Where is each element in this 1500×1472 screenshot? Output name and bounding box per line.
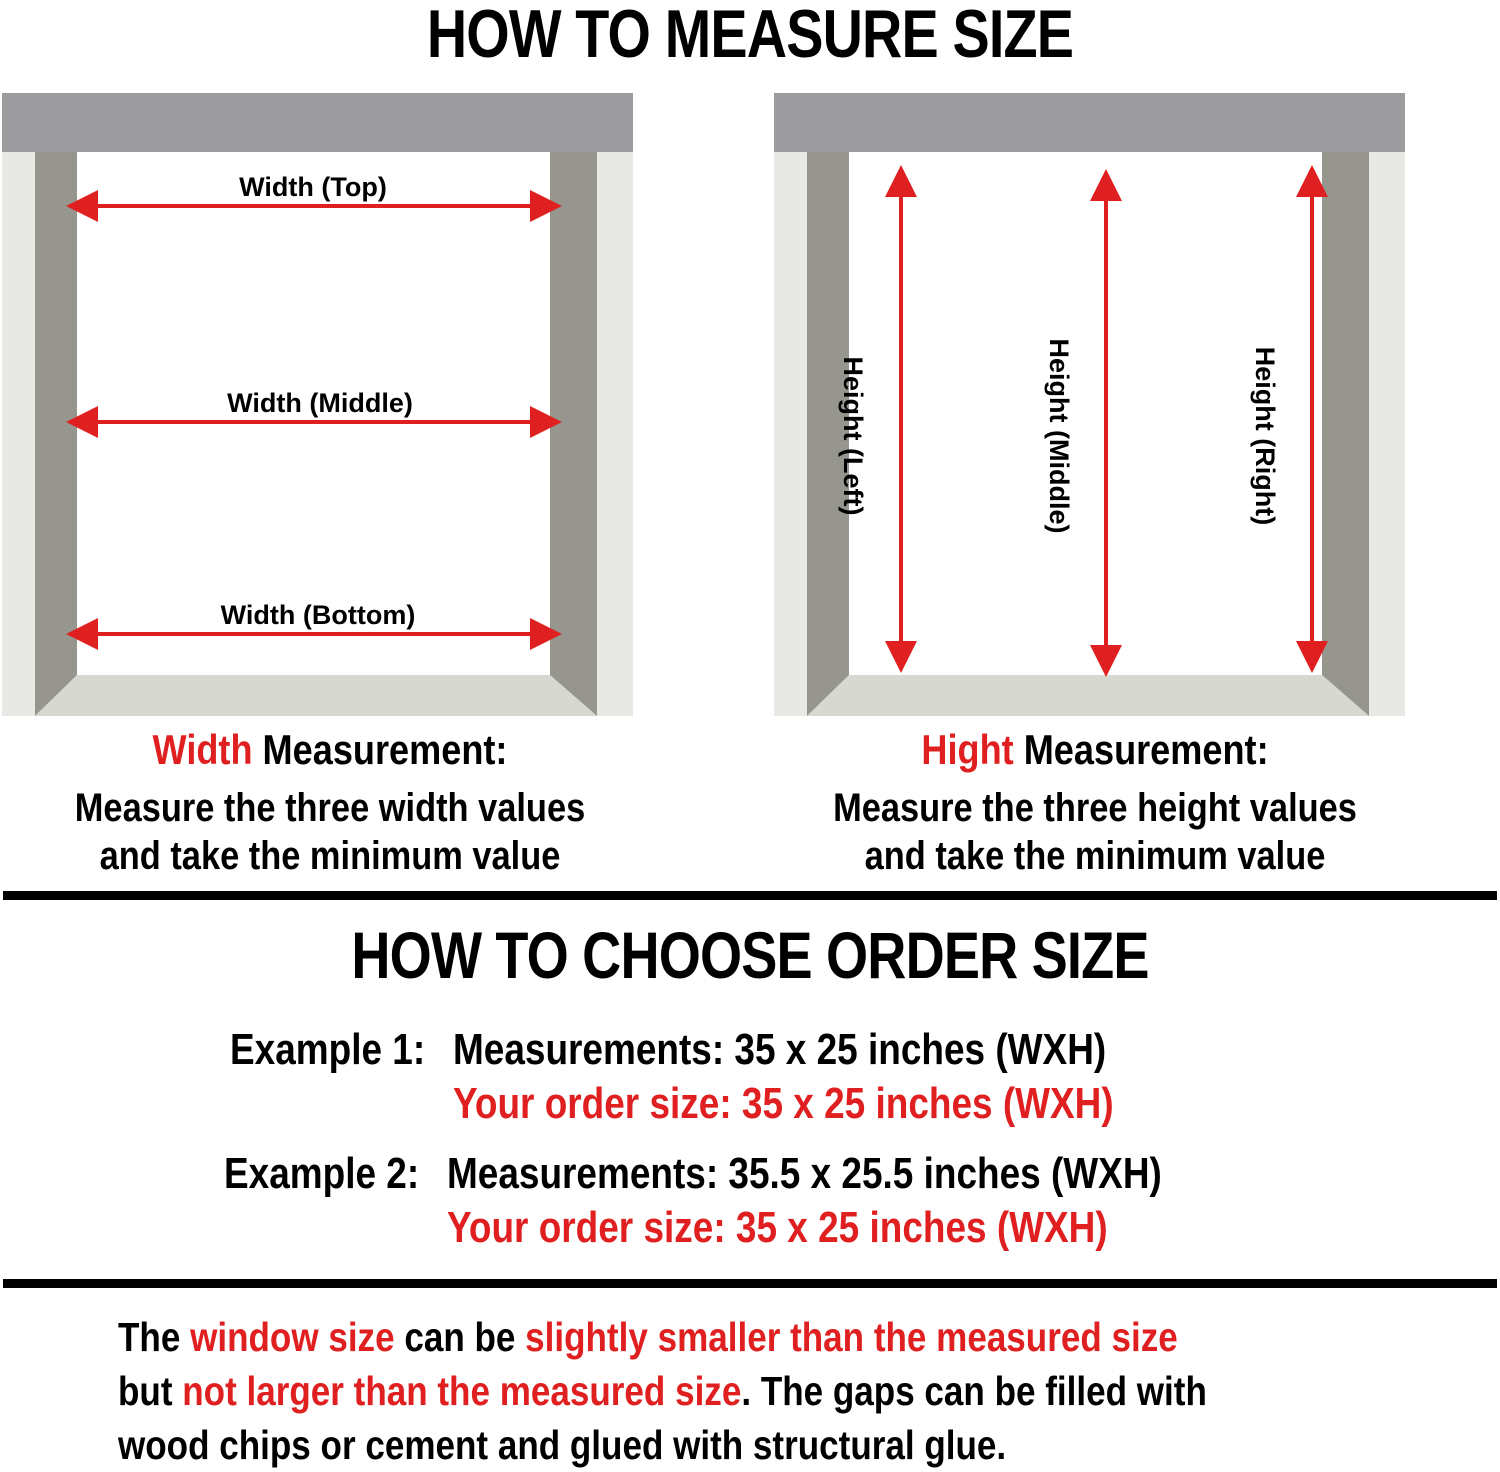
width-caption <box>0 724 690 880</box>
measurements-value: 35.5 x 25.5 inches (WXH) <box>718 1149 1162 1198</box>
height-caption-highlight: Hight <box>921 726 1014 773</box>
example-1-order-size <box>453 1078 1114 1130</box>
divider-bottom <box>3 1279 1497 1288</box>
note-text: can be <box>394 1314 526 1360</box>
measurements-label: Measurements: <box>447 1149 719 1198</box>
sill <box>35 675 597 716</box>
width-caption-line1: Measure the three width values <box>74 786 586 830</box>
order-size-value: 35 x 25 inches (WXH) <box>731 1079 1114 1128</box>
note-text: but <box>118 1368 183 1414</box>
example-2-measurements <box>447 1148 1162 1200</box>
lintel <box>774 93 1405 152</box>
note-highlight: slightly smaller than the measured size <box>525 1314 1178 1360</box>
order-size-label: Your order size: <box>453 1079 732 1128</box>
height-caption <box>735 724 1455 880</box>
width-caption-heading: Measurement: <box>252 726 508 773</box>
note-line-2 <box>118 1364 1383 1418</box>
measurements-label: Measurements: <box>453 1025 725 1074</box>
height-right-label: Height (Right) <box>1250 346 1280 526</box>
order-title: HOW TO CHOOSE ORDER SIZE <box>351 918 1149 992</box>
lintel <box>2 93 633 152</box>
width-diagram <box>2 93 633 716</box>
height-caption-heading: Measurement: <box>1013 726 1269 773</box>
width-caption-line2: and take the minimum value <box>99 834 561 878</box>
example-2-label: Example 2: <box>224 1149 420 1198</box>
example-1-label: Example 1: <box>230 1025 426 1074</box>
note-text: The <box>118 1314 191 1360</box>
height-diagram <box>774 93 1405 716</box>
order-size-value: 35 x 25 inches (WXH) <box>725 1203 1108 1252</box>
height-left-label: Height (Left) <box>838 356 868 516</box>
right-jamb <box>550 152 597 716</box>
measurements-value: 35 x 25 inches (WXH) <box>724 1025 1107 1074</box>
right-jamb <box>1322 152 1369 716</box>
width-caption-highlight: Width <box>152 726 253 773</box>
note-highlight: window size <box>190 1314 395 1360</box>
width-middle-label: Width (Middle) <box>227 388 413 418</box>
divider-top <box>3 891 1497 900</box>
note-text: . The gaps can be filled with <box>741 1368 1207 1414</box>
width-top-label: Width (Top) <box>239 172 387 202</box>
height-middle-label: Height (Middle) <box>1044 338 1074 534</box>
measure-title: HOW TO MEASURE SIZE <box>426 0 1074 72</box>
width-bottom-label: Width (Bottom) <box>220 600 416 630</box>
note-highlight: not larger than the measured size <box>182 1368 742 1414</box>
height-caption-line1: Measure the three height values <box>833 786 1357 830</box>
example-1-measurements <box>453 1024 1106 1076</box>
note-line-1 <box>118 1310 1383 1364</box>
example-2-order-size <box>447 1202 1108 1254</box>
sill <box>807 675 1369 716</box>
left-jamb <box>35 152 77 716</box>
note-line-3: wood chips or cement and glued with structural glue. <box>118 1422 1007 1468</box>
height-caption-line2: and take the minimum value <box>864 834 1326 878</box>
order-size-label: Your order size: <box>447 1203 726 1252</box>
